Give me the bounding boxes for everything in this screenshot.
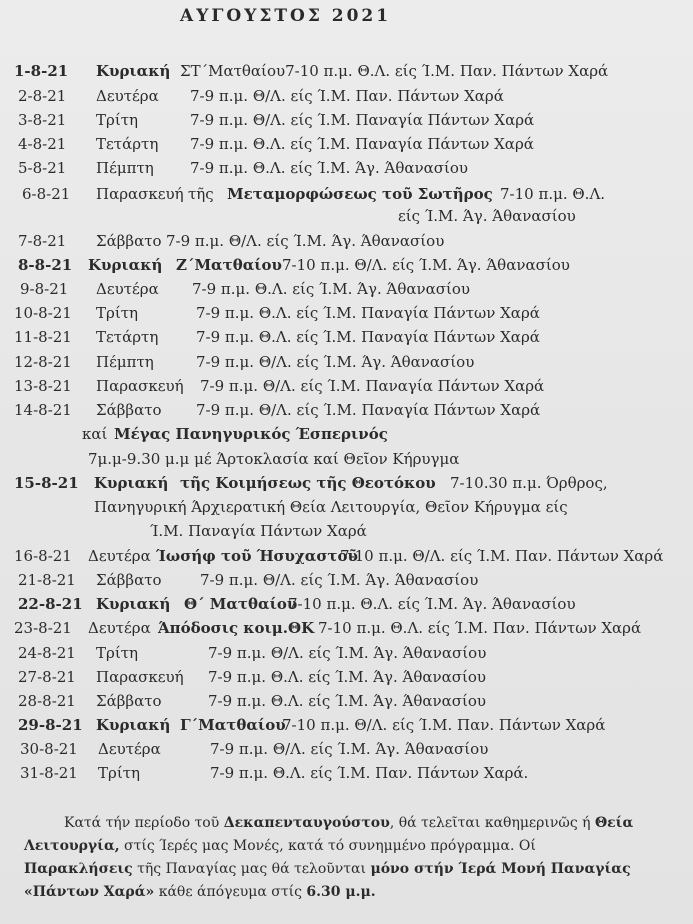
- day-label: Δευτέρα: [96, 87, 159, 105]
- service-text: 7-9 π.μ. Θ/Λ. είς Ί.Μ. Άγ. Άθανασίου: [166, 232, 445, 250]
- notice-text: , θά τελεῖται καθημερινῶς ή: [389, 815, 591, 831]
- date-label: 2-8-21: [18, 87, 67, 105]
- service-text: 7-9 π.μ. Θ.Λ. είς Ί.Μ. Άγ. Άθανασίου: [190, 159, 469, 177]
- service-text: 7-10 π.μ. Θ.Λ. είς Ί.Μ. Παν. Πάντων Χαρά: [318, 619, 642, 637]
- notice-emphasis: Δεκαπενταυγούστου: [223, 815, 390, 831]
- date-label: 16-8-21: [14, 547, 72, 565]
- service-text: 7-10 π.μ. Θ.Λ. είς Ί.Μ. Άγ. Άθανασίου: [288, 595, 576, 613]
- day-label: Τρίτη: [96, 111, 138, 129]
- day-label: Παρασκευή: [96, 668, 184, 686]
- notice-emphasis: Λειτουργία,: [24, 838, 120, 854]
- notice-line: [24, 881, 664, 904]
- date-label: 29-8-21: [18, 716, 83, 734]
- service-text: 7-9 π.μ. Θ.Λ. είς Ί.Μ. Άγ. Άθανασίου: [208, 692, 487, 710]
- service-text: 7-9 π.μ. Θ/Λ. είς Ί.Μ. Παν. Πάντων Χαρά: [190, 87, 504, 105]
- date-label: 21-8-21: [18, 571, 76, 589]
- service-text: 7-9 π.μ. Θ/Λ. είς Ί.Μ. Άγ. Άθανασίου: [196, 353, 475, 371]
- day-label: Δευτέρα: [88, 547, 151, 565]
- service-text: 7-9 π.μ. Θ.Λ. είς Ί.Μ. Παναγία Πάντων Χαρά: [196, 328, 540, 346]
- day-label: Κυριακή: [96, 716, 171, 734]
- date-label: 23-8-21: [14, 619, 72, 637]
- day-label: Δευτέρα: [88, 619, 151, 637]
- notice-paragraph: [24, 812, 664, 904]
- notice-line: [24, 835, 664, 858]
- service-text: ΣΤ΄Ματθαίου7-10 π.μ. Θ.Λ. είς Ί.Μ. Παν. Πάντων Χαρά: [180, 62, 609, 80]
- vespers-title: Μέγας Πανηγυρικός Έσπερινός: [114, 425, 388, 443]
- service-text: 7-9 π.μ. Θ/Λ. είς Ί.Μ. Παναγία Πάντων Χαρά: [200, 377, 545, 395]
- date-label: 6-8-21: [22, 185, 71, 203]
- notice-emphasis: μόνο στήν Ίερά Μονή Παναγίας: [370, 861, 631, 877]
- service-text: 7-10 π.μ. Θ/Λ. είς Ί.Μ. Παν. Πάντων Χαρά: [282, 716, 606, 734]
- service-text-cont: Ί.Μ. Παναγία Πάντων Χαρά: [150, 522, 367, 540]
- date-label: 9-8-21: [20, 280, 69, 298]
- service-text: 7-10 π.μ. Θ.Λ.: [500, 185, 606, 203]
- day-label: Πέμπτη: [96, 159, 154, 177]
- day-label: Δευτέρα: [96, 280, 159, 298]
- notice-text: Κατά τήν περίοδο τοῦ: [64, 815, 220, 831]
- day-label: Παρασκευή: [96, 185, 184, 203]
- service-text-cont: είς Ί.Μ. Άγ. Άθανασίου: [398, 207, 576, 225]
- day-label: Κυριακή: [96, 62, 171, 80]
- day-label: Σάββατο: [96, 692, 162, 710]
- service-text: 7-9 π.μ. Θ/Λ. είς Ί.Μ. Άγ. Άθανασίου: [208, 644, 487, 662]
- notice-line: [24, 812, 664, 835]
- date-label: 7-8-21: [18, 232, 67, 250]
- day-label: Τετάρτη: [96, 135, 159, 153]
- date-label: 31-8-21: [20, 764, 78, 782]
- date-label: 15-8-21: [14, 474, 79, 492]
- date-label: 13-8-21: [14, 377, 72, 395]
- date-label: 10-8-21: [14, 304, 72, 322]
- notice-text: στίς Ίερές μας Μονές, κατά τό συνημμένο πρόγραμμα. Οί: [124, 838, 536, 854]
- notice-line: [24, 858, 664, 881]
- service-text: 7-9 π.μ. Θ.Λ. είς Ί.Μ. Άγ. Άθανασίου: [208, 668, 487, 686]
- service-text: 7-9 π.μ. Θ.Λ. είς Ί.Μ. Παναγία Πάντων Χαρά: [196, 304, 540, 322]
- day-label: Σάββατο: [96, 571, 162, 589]
- day-label: Τετάρτη: [96, 328, 159, 346]
- date-label: 14-8-21: [14, 401, 72, 419]
- service-text: 7-9 π.μ. Θ/Λ. είς Ί.Μ. Άγ. Άθανασίου: [210, 740, 489, 758]
- feast-name: Μεταμορφώσεως τοῦ Σωτῆρος: [227, 185, 493, 203]
- date-label: 11-8-21: [14, 328, 72, 346]
- feast-name: Θ΄ Ματθαίου: [184, 595, 298, 613]
- notice-text: κάθε άπόγευμα στίς: [158, 884, 302, 900]
- service-text: 7-9 π.μ. Θ/Λ. είς Ί.Μ. Παναγία Πάντων Χαρά: [190, 111, 535, 129]
- feast-name: τῆς Κοιμήσεως τῆς Θεοτόκου: [180, 474, 436, 492]
- notice-emphasis: «Πάντων Χαρά»: [24, 884, 155, 900]
- service-text: 7-9 π.μ. Θ/Λ. είς Ί.Μ. Παναγία Πάντων Χαρά: [196, 401, 541, 419]
- date-label: 27-8-21: [18, 668, 76, 686]
- date-label: 4-8-21: [18, 135, 67, 153]
- day-label: Τρίτη: [96, 644, 138, 662]
- date-label: 3-8-21: [18, 111, 67, 129]
- vespers-prefix: καί: [82, 425, 108, 443]
- service-text: 7-9 π.μ. Θ/Λ. είς Ί.Μ. Άγ. Άθανασίου: [200, 571, 479, 589]
- feast-name: Ζ΄Ματθαίου: [176, 256, 282, 274]
- date-label: 22-8-21: [18, 595, 83, 613]
- feast-name: Άπόδοσις κοιμ.ΘΚ: [158, 619, 315, 637]
- date-label: 12-8-21: [14, 353, 72, 371]
- day-label: Τρίτη: [98, 764, 140, 782]
- day-label: Σάββατο: [96, 401, 162, 419]
- page-title: ΑΥΓΟΥΣΤΟΣ 2021: [180, 6, 392, 26]
- vespers-text: 7μ.μ-9.30 μ.μ μέ Άρτοκλασία καί Θεῖον Κήρυγμα: [88, 450, 460, 468]
- date-label: 28-8-21: [18, 692, 76, 710]
- service-text-cont: Πανηγυρική Άρχιερατική Θεία Λειτουργία, Θεῖον Κήρυγμα είς: [94, 498, 568, 516]
- service-text: 7-9 π.μ. Θ.Λ. είς Ί.Μ. Παναγία Πάντων Χαρά: [190, 135, 534, 153]
- service-text: 7-10 π.μ. Θ/Λ. είς Ί.Μ. Παν. Πάντων Χαρά: [340, 547, 664, 565]
- notice-text: τῆς Παναγίας μας θά τελοῦνται: [137, 861, 366, 877]
- feast-name: Γ΄Ματθαίου: [180, 716, 286, 734]
- date-label: 8-8-21: [18, 256, 73, 274]
- day-label: Δευτέρα: [98, 740, 161, 758]
- day-label: Κυριακή: [88, 256, 163, 274]
- day-label: Σάββατο: [96, 232, 162, 250]
- day-label: Πέμπτη: [96, 353, 154, 371]
- notice-emphasis: Θεία: [594, 815, 634, 831]
- day-label: Παρασκευή: [96, 377, 184, 395]
- feast-name: Ίωσήφ τοῦ Ήσυχαστοῦ: [156, 547, 358, 565]
- date-label: 5-8-21: [18, 159, 67, 177]
- service-text: 7-9 π.μ. Θ.Λ. είς Ί.Μ. Παν. Πάντων Χαρά.: [210, 764, 529, 782]
- day-label: Τρίτη: [96, 304, 138, 322]
- notice-emphasis: Παρακλήσεις: [24, 861, 133, 877]
- feast-prefix: τῆς: [188, 185, 214, 203]
- service-text: 7-9 π.μ. Θ.Λ. είς Ί.Μ. Άγ. Άθανασίου: [192, 280, 471, 298]
- day-label: Κυριακή: [96, 595, 171, 613]
- date-label: 24-8-21: [18, 644, 76, 662]
- notice-emphasis: 6.30 μ.μ.: [306, 884, 376, 900]
- service-text: 7-10.30 π.μ. Όρθρος,: [450, 474, 608, 492]
- date-label: 1-8-21: [14, 62, 69, 80]
- day-label: Κυριακή: [94, 474, 169, 492]
- date-label: 30-8-21: [20, 740, 78, 758]
- service-text: 7-10 π.μ. Θ/Λ. είς Ί.Μ. Άγ. Άθανασίου: [282, 256, 570, 274]
